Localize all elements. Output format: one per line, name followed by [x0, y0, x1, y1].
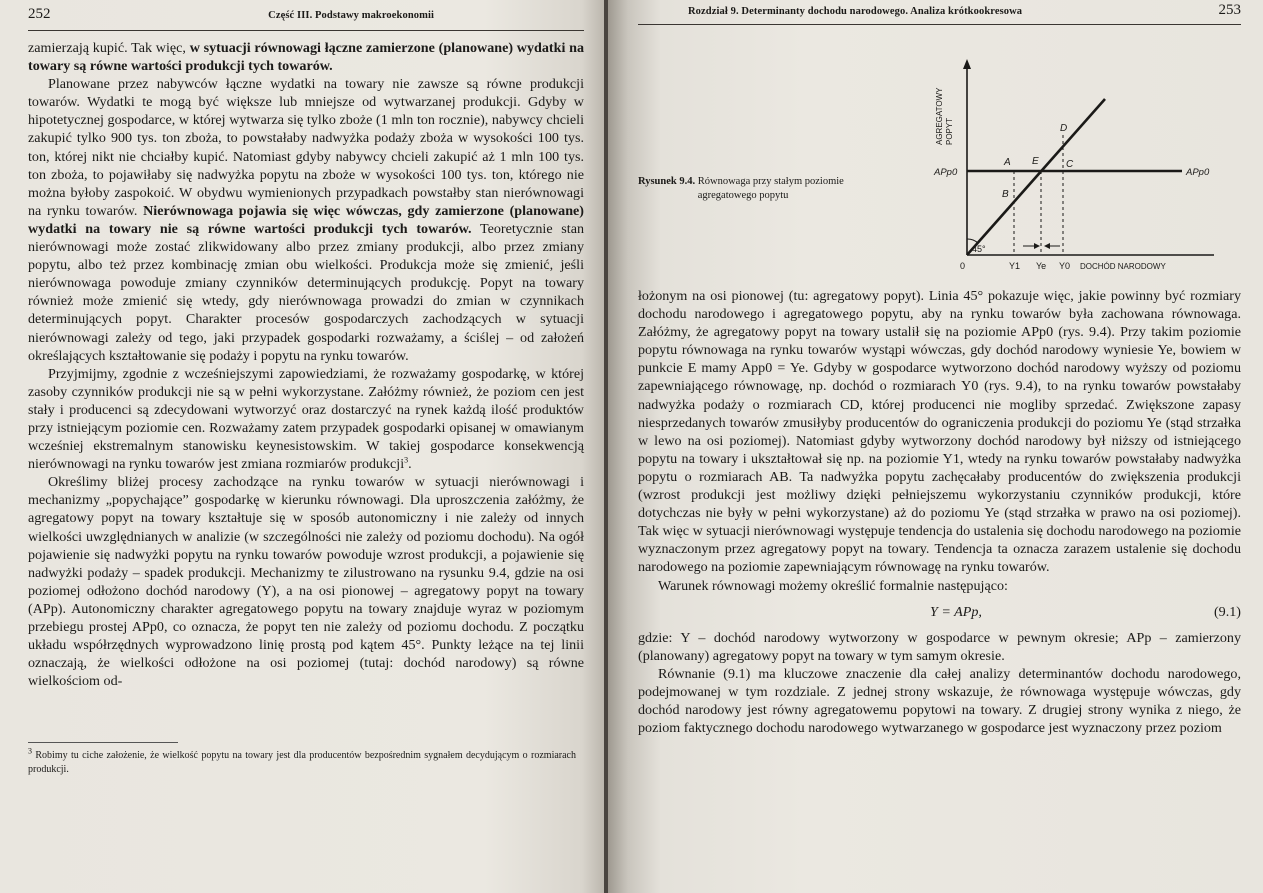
point-d: D: [1060, 123, 1068, 134]
left-header-rule: [28, 30, 584, 31]
right-paragraph-4: Równanie (9.1) ma kluczowe znaczenie dla całej analizy determinantów dochodu narodowego, podejmowanej w tym rozdziale. Z jednej strony wskazuje, że równowaga występuje wówczas, gdy dochód narodowy jest równy agregatowemu popytowi na towary. Z drugiej strony wynika z niego, że poziom faktycznego dochodu narodowego wytwarzanego w gospodarce jest wyznaczony przez poziom: [638, 665, 1241, 737]
y-axis-title-line2: POPYT: [945, 117, 954, 145]
left-page: [0, 0, 606, 893]
footnote: $^3$ Robimy tu ciche założenie, że wielkość popytu na towary jest dla producentów bezpośrednim sygnałem decydującym o rozmiarach produkcji.: [28, 747, 576, 776]
x-label-y0: Y0: [1059, 261, 1071, 271]
arrow-right-icon: [1034, 243, 1040, 249]
figure-label: Rysunek 9.4.: [638, 176, 696, 187]
point-c: C: [1066, 159, 1074, 170]
footnote-rule: [28, 742, 178, 743]
angle-label: 45°: [972, 244, 986, 254]
left-paragraph-3: Przyjmijmy, zgodnie z wcześniejszymi zapowiedziami, że rozważamy gospodarkę, w której zasoby czynników produkcji nie są w pełni wykorzystane. Załóżmy również, że poziom cen jest stały i producenci są zdecydowani wytworzyć oraz dostarczyć na rynek każdą ilość produktów przy istniejącym poziomie cen. Rozważamy zatem przypadek gospodarki opisanej w omawianym wcześniej ekstremalnym stanowisku keynesistowskim. W takiej gospodarce konsekwencją nierównowagi na rynku towarów jest zmiana rozmiarów produkcji$^3$.: [28, 365, 584, 473]
x-axis-title: DOCHÓD NARODOWY: [1080, 262, 1166, 271]
left-paragraph-4: Określimy bliżej procesy zachodzące na rynku towarów w sytuacji nierównowagi i mechanizmy „popychające” gospodarkę w kierunku równowagi. Dla uproszczenia załóżmy, że agregatowy popyt na towary kształtuje się w sposób autonomiczny i nie zależy od innych wielkości uwzględnianych w analizie (w szczególności nie zależy od poziomu dochodu). Na ogół pojawienie się nadwyżki popytu na rynku towarów powoduje wzrost produkcji, a pojawienie się nadwyżki podaży – spadek produkcji. Mechanizmy te zilustrowano na rysunku 9.4, gdzie na osi poziomej odłożono dochód narodowy (Y), a na osi pionowej – agregatowy popyt na towary (APp). Autonomiczny charakter agregatowego popytu na towary znajduje wyraz w poziomym przebiegu prostej APp0, co oznacza, że popyt ten nie zależy od poziomu dochodu. Z początku układu współrzędnych wyprowadzono linię prostą pod kątem 45°. Punkty leżące na tej linii oznaczają, że wielkości odłożone na osi poziomej (tutaj: dochód narodowy) są równe wielkościom od-: [28, 474, 584, 690]
arrow-left-icon: [1044, 243, 1050, 249]
left-running-head: [28, 6, 584, 28]
ap-label-right: APp0: [1186, 167, 1210, 178]
right-running-head: [638, 0, 1241, 24]
point-a: A: [1004, 157, 1011, 168]
left-paragraph-1: zamierzają kupić. Tak więc, w sytuacji równowagi łączne zamierzone (planowane) wydatki na towary są równe wartości produkcji tych towarów.: [28, 40, 584, 75]
figure-caption: [638, 175, 898, 203]
y-axis-arrow: [963, 59, 971, 69]
right-header-title: Rozdział 9. Determinanty dochodu narodowego. Analiza krótkookresowa: [688, 6, 1023, 17]
point-b: B: [1002, 189, 1009, 200]
left-paragraph-2: Planowane przez nabywców łączne wydatki na towary nie zawsze są równe produkcji towarów. Wydatki te mogą być większe lub mniejsze od wytwarzanej produkcji. Gdyby w hipotetycznej gospodarce, w której wytwarza się tylko zboże (1 mln ton rocznie), nabywcy chcieli zakupić tylko 900 tys. ton zboża, to powstałaby nadwyżka podaży zboża w wysokości 100 tys. ton, której nikt nie chciałby kupić. Natomiast gdyby nabywcy chcieli zakupić aż 1 mln 100 tys. ton zboża, to pojawiłaby się nadwyżka popytu na zboże w wysokości 100 tys. ton, którego nie można byłoby zaspokoić. W obydwu wymienionych przypadkach powstałby stan nierównowagi na rynku towarów. Nierównowaga pojawia się więc wówczas, gdy zamierzone (planowane) wydatki na towary nie są równe wartości produkcji tych towarów. Teoretycznie stan nierównowagi może zostać zlikwidowany albo przez zmiany produkcji, albo przez zmiany popytu, albo też przez kombinację zmian obu wielkości. Produkcja może się zmienić, jeśli nierównowaga powoduje zmiany czynników determinujących produkcję. Popyt na towary również może zmienić się wtedy, gdy nierównowaga prowadzi do zmian w czynnikach determinujących popyt. Charakter procesów gospodarczych zachodzących w sytuacji nierównowagi zależy od tego, jaki przypadek gospodarki rozważamy, a ściślej – od założeń określających kształtowanie się podaży i popytu na rynku towarów.: [28, 76, 584, 364]
equilibrium-diagram: [920, 55, 1220, 287]
figure-caption-text: Równowaga przy stałym poziomie agregatowego popytu: [697, 176, 844, 201]
right-paragraph-3: gdzie: Y – dochód narodowy wytworzony w gospodarce w pewnym okresie; APp – zamierzony (planowany) agregatowy popyt na towary w tym samym okresie.: [638, 629, 1241, 664]
left-page-number: 252: [28, 6, 51, 22]
x-label-ye: Ye: [1036, 261, 1047, 271]
origin-label: 0: [960, 261, 966, 271]
right-paragraph-1: łożonym na osi pionowej (tu: agregatowy popyt). Linia 45° pokazuje więc, jakie powinny być rozmiary dochodu narodowego i agregatowego popytu, aby na rynku towarów była zachowana równowaga. Załóżmy, że agregatowy popyt na towary ustalił się na poziomie APp0 (rys. 9.4). Przy takim poziomie popytu równowaga na rynku towarów wystąpi wówczas, gdy dochód narodowy wyniesie Ye, bowiem w punkcie E mamy App0 = Ye. Gdyby w gospodarce wytworzono dochód narodowy wyższy od poziomu zapewniającego równowagę, np. dochód o rozmiarach Y0 (rys. 9.4), to na rynku towarów powstałaby nadwyżka podaży o rozmiarach CD, której producenci nie mogliby sprzedać. Zwiększone zapasy niesprzedanych towarów zmusiłyby producentów do ograniczenia produkcji do poziomu Ye (stąd strzałka w lewo na osi poziomej). Natomiast gdyby wytworzony dochód narodowy był niższy od istniejącego popytu na towary i ukształtował się np. na poziomie Y1, wtedy na rynku towarów powstałaby nadwyżka popytu o rozmiarach AB. Ta nadwyżka popytu zachęcałaby producentów do zwiększenia produkcji (wzrost produkcji jest możliwy dzięki pełniejszemu wykorzystaniu czynników produkcji, które dotychczas nie były w pełni wykorzystane) aż do poziomu Ye (stąd strzałka w prawo na osi poziomej). Tak więc w sytuacji nierównowagi występuje tendencja do ustalenia się dochodu narodowego na poziomie wyznaczonym przez agregatowy popyt na towary. Tendencja ta oznacza zarazem ustalenie się dochodu narodowego na poziomie zapewniającym równowagę na rynku towarów.: [638, 288, 1241, 576]
equation-9-1: [638, 601, 1241, 625]
line-45-degree: [967, 99, 1105, 255]
ap-label-left: APp0: [934, 167, 958, 178]
right-page: [608, 0, 1263, 893]
figure-9-4: [638, 25, 1241, 287]
equation-expression: Y = APp,: [930, 604, 982, 621]
x-label-y1: Y1: [1009, 261, 1021, 271]
point-e: E: [1032, 156, 1039, 167]
right-paragraph-2: Warunek równowagi możemy określić formalnie następująco:: [658, 577, 1008, 594]
equation-number: (9.1): [1213, 604, 1241, 621]
left-header-title: Część III. Podstawy makroekonomii: [268, 10, 434, 21]
y-axis-title-line1: AGREGATOWY: [935, 87, 944, 145]
angle-arc: [967, 239, 978, 243]
right-page-number: 253: [1218, 2, 1241, 18]
